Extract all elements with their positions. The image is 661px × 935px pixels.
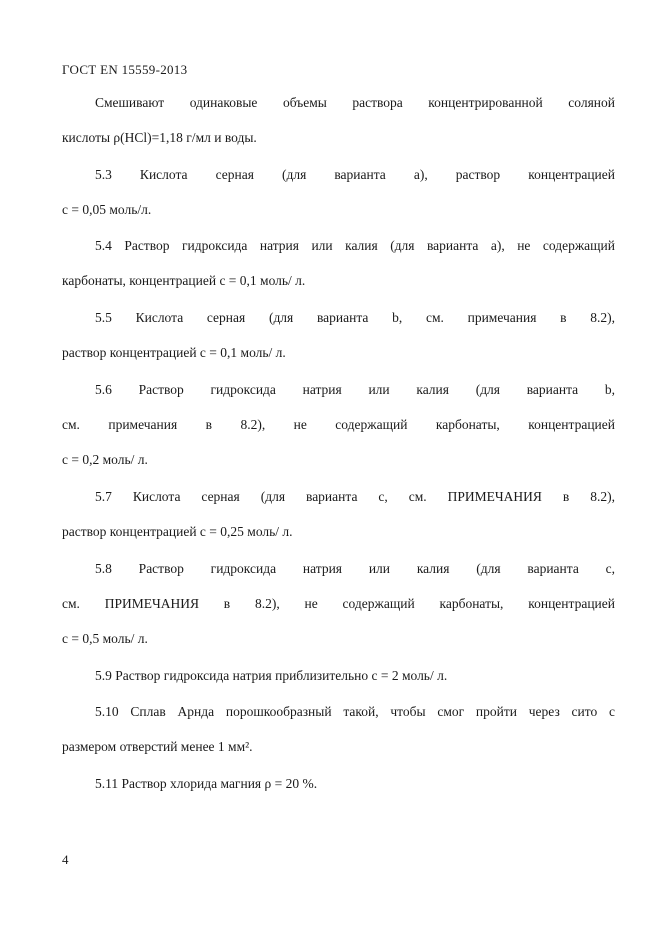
paragraph-line: 5.7 Кислота серная (для варианта c, см. ПРИМЕЧАНИЯ в 8.2), xyxy=(95,489,615,504)
paragraph-line: раствор концентрацией c = 0,1 моль/ л. xyxy=(62,345,286,360)
paragraph-line: 5.9 Раствор гидроксида натрия приблизительно c = 2 моль/ л. xyxy=(95,668,448,683)
paragraph-line: 5.8 Раствор гидроксида натрия или калия (для варианта c, xyxy=(95,561,615,576)
paragraph-line: карбонаты, концентрацией c = 0,1 моль/ л. xyxy=(62,273,306,288)
paragraph-5-6 xyxy=(62,372,615,477)
paragraph-line: c = 0,05 моль/л. xyxy=(62,202,152,217)
paragraph-5-7 xyxy=(62,479,615,549)
paragraph-line: 5.10 Сплав Арнда порошкообразный такой, чтобы смог пройти через сито с xyxy=(95,704,615,719)
paragraph-line: 5.5 Кислота серная (для варианта b, см. примечания в 8.2), xyxy=(95,310,615,325)
paragraph-line: см. примечания в 8.2), не содержащий карбонаты, концентрацией xyxy=(62,417,615,432)
paragraph-5-8 xyxy=(62,551,615,656)
paragraph-5-3 xyxy=(62,157,615,227)
standard-header: ГОСТ EN 15559-2013 xyxy=(62,62,188,77)
page-number: 4 xyxy=(62,852,69,867)
paragraph-line: см. ПРИМЕЧАНИЯ в 8.2), не содержащий карбонаты, концентрацией xyxy=(62,596,615,611)
paragraph-5-4 xyxy=(62,228,615,298)
paragraph-line: c = 0,5 моль/ л. xyxy=(62,631,148,646)
paragraph-5-9 xyxy=(62,658,615,693)
paragraph-line: 5.6 Раствор гидроксида натрия или калия (для варианта b, xyxy=(95,382,615,397)
paragraph-line: 5.11 Раствор хлорида магния ρ = 20 %. xyxy=(95,776,318,791)
paragraph-5-10 xyxy=(62,694,615,764)
paragraph-line: кислоты ρ(HCl)=1,18 г/мл и воды. xyxy=(62,130,257,145)
paragraph-line: 5.4 Раствор гидроксида натрия или калия (для варианта a), не содержащий xyxy=(95,238,615,253)
paragraph-line: 5.3 Кислота серная (для варианта a), раствор концентрацией xyxy=(95,167,615,182)
paragraph-5-5 xyxy=(62,300,615,370)
paragraph-mixing xyxy=(62,85,615,155)
paragraph-line: c = 0,2 моль/ л. xyxy=(62,452,148,467)
paragraph-line: раствор концентрацией c = 0,25 моль/ л. xyxy=(62,524,293,539)
paragraph-line: Смешивают одинаковые объемы раствора концентрированной соляной xyxy=(95,95,615,110)
paragraph-5-11 xyxy=(62,766,615,801)
paragraph-line: размером отверстий менее 1 мм². xyxy=(62,739,253,754)
